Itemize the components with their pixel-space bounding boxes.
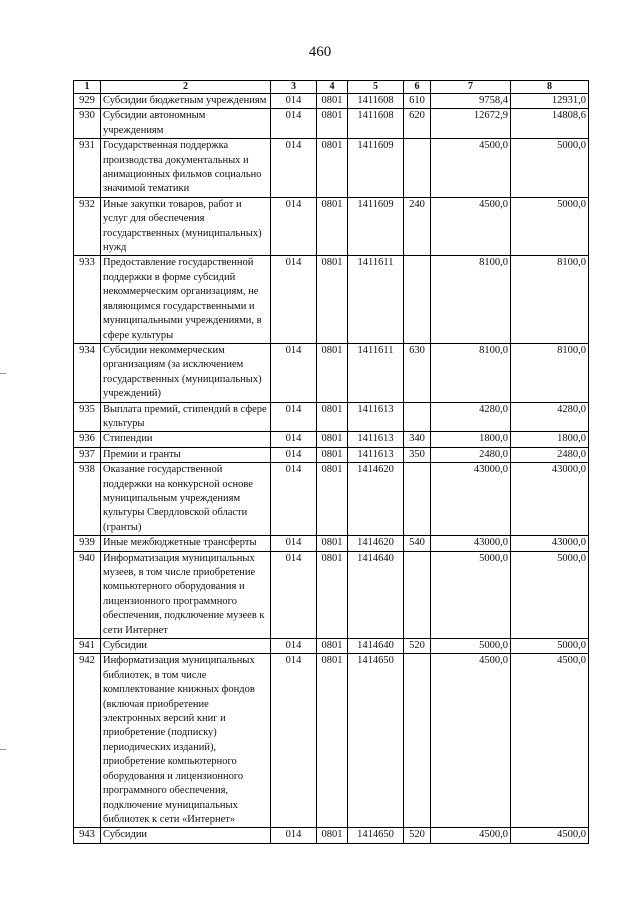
code-expense-type: 350: [404, 447, 431, 462]
amount-year-1: 12672,9: [431, 109, 511, 139]
code-section: 0801: [317, 639, 348, 654]
amount-year-2: 4500,0: [511, 828, 589, 843]
code-ministry: 014: [271, 402, 317, 432]
code-ministry: 014: [271, 639, 317, 654]
amount-year-2: 2480,0: [511, 447, 589, 462]
amount-year-1: 5000,0: [431, 639, 511, 654]
code-ministry: 014: [271, 109, 317, 139]
amount-year-2: 4280,0: [511, 402, 589, 432]
code-expense-type: 240: [404, 197, 431, 256]
amount-year-2: 14808,6: [511, 109, 589, 139]
code-section: 0801: [317, 654, 348, 828]
row-name: Премии и гранты: [101, 447, 271, 462]
code-expense-type: 540: [404, 536, 431, 551]
amount-year-2: 5000,0: [511, 639, 589, 654]
row-number: 942: [74, 654, 101, 828]
code-expense-type: 340: [404, 432, 431, 447]
row-number: 932: [74, 197, 101, 256]
row-name: Предоставление государственной поддержки в форме субсидий некоммерческим организациям, не являющимся государственными и муниципальными учреждениями, в сфере культуры: [101, 256, 271, 343]
code-expense-type: [404, 256, 431, 343]
row-number: 929: [74, 94, 101, 109]
code-expense-type: [404, 139, 431, 198]
amount-year-1: 4500,0: [431, 139, 511, 198]
table-row: [74, 536, 589, 551]
table-row: [74, 639, 589, 654]
header-row: [74, 81, 589, 94]
code-section: 0801: [317, 828, 348, 843]
column-header: 7: [431, 81, 511, 94]
row-name: Субсидии бюджетным учреждениям: [101, 94, 271, 109]
code-expense-type: [404, 654, 431, 828]
code-ministry: 014: [271, 654, 317, 828]
amount-year-2: 4500,0: [511, 654, 589, 828]
amount-year-2: 43000,0: [511, 536, 589, 551]
row-number: 943: [74, 828, 101, 843]
row-number: 933: [74, 256, 101, 343]
row-name: Иные межбюджетные трансферты: [101, 536, 271, 551]
code-target: 1414620: [348, 463, 404, 536]
code-expense-type: 520: [404, 639, 431, 654]
row-name: Стипендии: [101, 432, 271, 447]
amount-year-1: 4500,0: [431, 197, 511, 256]
row-name: Иные закупки товаров, работ и услуг для обеспечения государственных (муниципальных) нужд: [101, 197, 271, 256]
code-ministry: 014: [271, 197, 317, 256]
table-row: [74, 256, 589, 343]
row-number: 939: [74, 536, 101, 551]
code-target: 1411611: [348, 256, 404, 343]
margin-mark: [0, 749, 6, 750]
amount-year-1: 1800,0: [431, 432, 511, 447]
row-number: 934: [74, 343, 101, 402]
code-section: 0801: [317, 109, 348, 139]
column-header: 4: [317, 81, 348, 94]
code-expense-type: [404, 402, 431, 432]
code-target: 1411609: [348, 197, 404, 256]
row-name: Информатизация муниципальных музеев, в том числе приобретение компьютерного оборудования и лицензионного программного обеспечения, подключение музеев к сети Интернет: [101, 551, 271, 638]
column-header: 3: [271, 81, 317, 94]
code-expense-type: 520: [404, 828, 431, 843]
row-name: Выплата премий, стипендий в сфере культуры: [101, 402, 271, 432]
table-row: [74, 402, 589, 432]
code-ministry: 014: [271, 463, 317, 536]
code-expense-type: 630: [404, 343, 431, 402]
row-name: Информатизация муниципальных библиотек, в том числе комплектование книжных фондов (включая приобретение электронных версий книг и приобретение (подписку) периодических изданий), приобретение компьютерного оборудования и лицензионного программного обеспечения, подключение муниципальных библиотек к сети «Интернет»: [101, 654, 271, 828]
code-ministry: 014: [271, 94, 317, 109]
code-ministry: 014: [271, 343, 317, 402]
row-number: 931: [74, 139, 101, 198]
amount-year-1: 43000,0: [431, 463, 511, 536]
table-row: [74, 109, 589, 139]
row-name: Оказание государственной поддержки на конкурсной основе муниципальным учреждениям культуры Свердловской области (гранты): [101, 463, 271, 536]
amount-year-2: 5000,0: [511, 139, 589, 198]
code-ministry: 014: [271, 551, 317, 638]
amount-year-2: 5000,0: [511, 551, 589, 638]
column-header: 1: [74, 81, 101, 94]
code-target: 1411613: [348, 447, 404, 462]
code-target: 1414650: [348, 654, 404, 828]
row-number: 936: [74, 432, 101, 447]
code-section: 0801: [317, 551, 348, 638]
code-ministry: 014: [271, 447, 317, 462]
table-row: [74, 139, 589, 198]
row-number: 937: [74, 447, 101, 462]
row-name: Субсидии автономным учреждениям: [101, 109, 271, 139]
table-row: [74, 828, 589, 843]
code-target: 1411608: [348, 94, 404, 109]
code-section: 0801: [317, 256, 348, 343]
code-section: 0801: [317, 432, 348, 447]
amount-year-1: 4500,0: [431, 654, 511, 828]
amount-year-2: 12931,0: [511, 94, 589, 109]
amount-year-1: 5000,0: [431, 551, 511, 638]
amount-year-1: 43000,0: [431, 536, 511, 551]
code-target: 1414650: [348, 828, 404, 843]
table-row: [74, 432, 589, 447]
row-number: 941: [74, 639, 101, 654]
row-name: Субсидии: [101, 828, 271, 843]
amount-year-2: 43000,0: [511, 463, 589, 536]
amount-year-1: 4500,0: [431, 828, 511, 843]
code-target: 1411609: [348, 139, 404, 198]
table-row: [74, 463, 589, 536]
code-section: 0801: [317, 447, 348, 462]
budget-table: [73, 80, 589, 844]
amount-year-2: 5000,0: [511, 197, 589, 256]
table-row: [74, 551, 589, 638]
code-target: 1414640: [348, 639, 404, 654]
code-section: 0801: [317, 343, 348, 402]
code-section: 0801: [317, 536, 348, 551]
code-target: 1411613: [348, 432, 404, 447]
amount-year-1: 8100,0: [431, 343, 511, 402]
row-number: 940: [74, 551, 101, 638]
amount-year-1: 4280,0: [431, 402, 511, 432]
code-ministry: 014: [271, 536, 317, 551]
amount-year-1: 2480,0: [431, 447, 511, 462]
column-header: 5: [348, 81, 404, 94]
amount-year-2: 8100,0: [511, 343, 589, 402]
amount-year-1: 9758,4: [431, 94, 511, 109]
code-ministry: 014: [271, 828, 317, 843]
column-header: 2: [101, 81, 271, 94]
row-name: Государственная поддержка производства документальных и анимационных фильмов социально значимой тематики: [101, 139, 271, 198]
row-name: Субсидии: [101, 639, 271, 654]
table-row: [74, 343, 589, 402]
code-expense-type: [404, 463, 431, 536]
table-row: [74, 447, 589, 462]
amount-year-2: 8100,0: [511, 256, 589, 343]
code-section: 0801: [317, 139, 348, 198]
code-target: 1411608: [348, 109, 404, 139]
row-number: 935: [74, 402, 101, 432]
table-row: [74, 94, 589, 109]
code-target: 1411611: [348, 343, 404, 402]
row-name: Субсидии некоммерческим организациям (за исключением государственных (муниципальных) учреждений): [101, 343, 271, 402]
code-section: 0801: [317, 197, 348, 256]
code-section: 0801: [317, 463, 348, 536]
code-section: 0801: [317, 402, 348, 432]
margin-mark: [0, 373, 6, 374]
code-expense-type: 620: [404, 109, 431, 139]
page-number: 460: [308, 44, 332, 60]
column-header: 8: [511, 81, 589, 94]
row-number: 930: [74, 109, 101, 139]
code-target: 1411613: [348, 402, 404, 432]
code-ministry: 014: [271, 432, 317, 447]
code-target: 1414640: [348, 551, 404, 638]
table-row: [74, 654, 589, 828]
code-expense-type: 610: [404, 94, 431, 109]
column-header: 6: [404, 81, 431, 94]
code-ministry: 014: [271, 139, 317, 198]
table-row: [74, 197, 589, 256]
code-expense-type: [404, 551, 431, 638]
amount-year-2: 1800,0: [511, 432, 589, 447]
code-target: 1414620: [348, 536, 404, 551]
row-number: 938: [74, 463, 101, 536]
amount-year-1: 8100,0: [431, 256, 511, 343]
code-section: 0801: [317, 94, 348, 109]
code-ministry: 014: [271, 256, 317, 343]
